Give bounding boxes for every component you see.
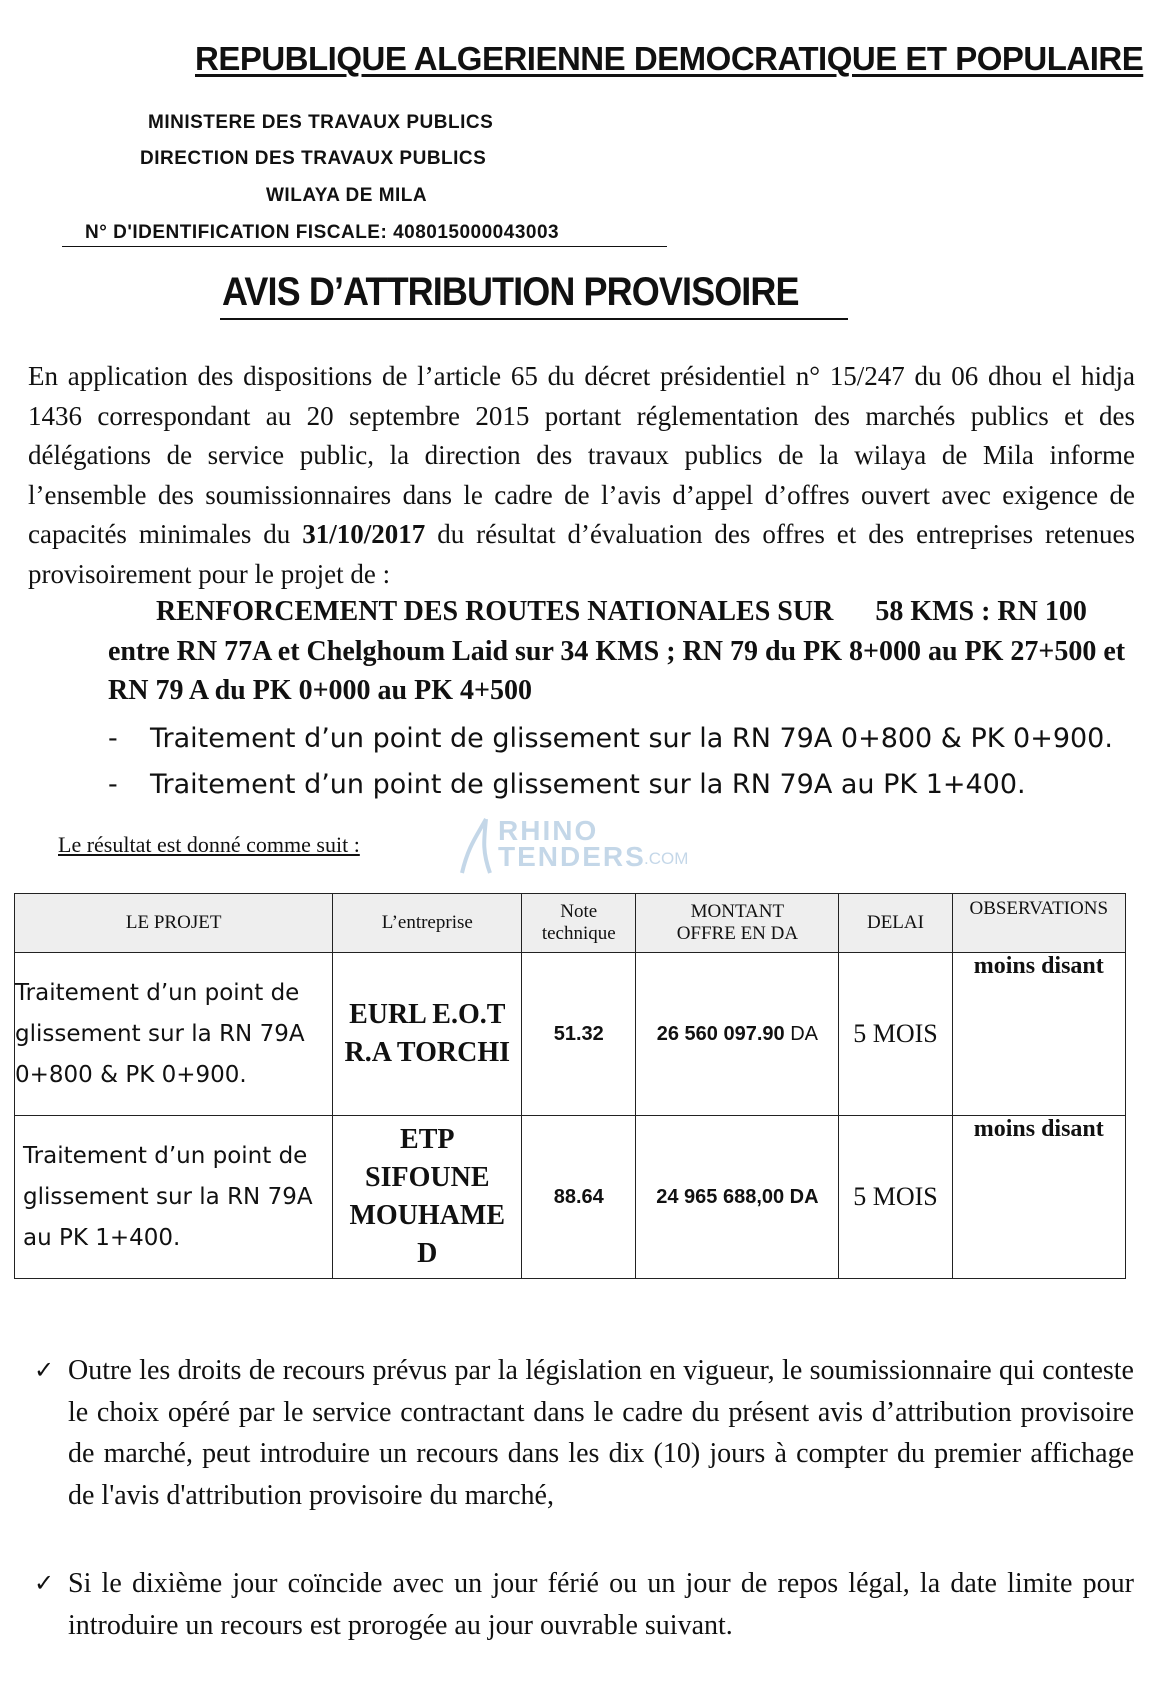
entreprise-line: EURL E.O.T: [349, 999, 506, 1030]
header-note-l1: Note: [560, 901, 598, 922]
table-row: [15, 953, 1126, 1116]
title-underline: [220, 318, 848, 320]
nif-underline: [62, 246, 667, 247]
header-projet: LE PROJET: [15, 894, 333, 953]
cell-entreprise: [333, 953, 522, 1116]
cell-montant: [636, 953, 839, 1116]
dash-bullet: -: [108, 769, 118, 800]
lot-item: [108, 762, 1138, 808]
header-montant: [636, 894, 839, 953]
entreprise-line: R.A TORCHI: [344, 1037, 510, 1068]
note-item: [34, 1563, 1134, 1646]
note-text: Si le dixième jour coïncide avec un jour férié ou un jour de repos légal, la date limite pour introduire un recours est prorogée au jour ouvrable suivant.: [68, 1568, 1134, 1641]
wilaya-line: WILAYA DE MILA: [266, 185, 428, 206]
checkmark-icon: ✓: [34, 1356, 55, 1384]
header-note-l2: technique: [541, 923, 616, 944]
entreprise-line: D: [417, 1238, 438, 1269]
cell-note: 88.64: [522, 1116, 636, 1279]
lot-item: [108, 716, 1138, 762]
cell-observation: moins disant: [952, 1116, 1126, 1279]
entreprise-line: MOUHAME: [349, 1200, 506, 1231]
lot-item-text: Traitement d’un point de glissement sur la RN 79A 0+800 & PK 0+900.: [150, 723, 1113, 754]
header-delai: DELAI: [839, 894, 952, 953]
republic-heading: REPUBLIQUE ALGERIENNE DEMOCRATIQUE ET POPULAIRE: [195, 40, 1144, 77]
cell-delai: 5 MOIS: [839, 1116, 952, 1279]
dash-bullet: -: [108, 723, 118, 754]
table-header-row: [15, 894, 1126, 953]
project-line-3: RN 79 A du PK 0+000 au PK 4+500: [108, 675, 532, 707]
direction-line: DIRECTION DES TRAVAUX PUBLICS: [140, 148, 487, 169]
header-observations: OBSERVATIONS: [952, 894, 1126, 953]
cell-montant: 24 965 688,00 DA: [636, 1116, 839, 1279]
cell-projet: Traitement d’un point de glissement sur la RN 79A au PK 1+400.: [15, 1116, 333, 1279]
watermark-suffix: .COM: [644, 849, 689, 868]
nif-line: N° D'IDENTIFICATION FISCALE: 408015000043003: [85, 222, 560, 243]
lot-list: [108, 716, 1138, 808]
entreprise-line: SIFOUNE: [365, 1162, 490, 1193]
project-title: [108, 592, 1138, 711]
project-line-1: RENFORCEMENT DES ROUTES NATIONALES SUR 58 KMS : RN 100: [156, 596, 1087, 627]
cell-delai: 5 MOIS: [839, 953, 952, 1116]
lot-item-text: Traitement d’un point de glissement sur la RN 79A au PK 1+400.: [150, 769, 1026, 800]
result-label: Le résultat est donné comme suit :: [58, 832, 360, 857]
intro-text-b: du résultat d’évaluation des offres et des entreprises retenues provisoirement pour le projet de :: [28, 519, 1135, 589]
entreprise-line: ETP: [400, 1124, 455, 1155]
header-montant-l2: OFFRE EN DA: [676, 923, 799, 944]
cell-observation: moins disant: [952, 953, 1126, 1116]
note-text: Outre les droits de recours prévus par la législation en vigueur, le soumissionnaire qui conteste le choix opéré par le service contractant dans le cadre du présent avis d’attribution provisoire de marché, peut introduire un recours dans les dix (10) jours à compter du premier affichage de l'avis d'attribution provisoire du marché,: [68, 1355, 1134, 1511]
header-entreprise: L’entreprise: [333, 894, 522, 953]
ministry-line: MINISTERE DES TRAVAUX PUBLICS: [148, 112, 494, 133]
note-item: [34, 1350, 1134, 1516]
header-note: [522, 894, 636, 953]
table-row: [15, 1116, 1126, 1279]
results-table: [14, 893, 1126, 1279]
project-line-2: entre RN 77A et Chelghoum Laid sur 34 KMS ; RN 79 du PK 8+000 au PK 27+500 et: [108, 635, 1126, 667]
montant-value: 26 560 097.90: [656, 1022, 785, 1045]
rhino-logo-icon: [456, 817, 496, 877]
header-montant-l1: MONTANT: [690, 901, 785, 922]
intro-paragraph: [28, 357, 1135, 595]
watermark-line-1: RHINO: [498, 815, 599, 846]
montant-unit: DA: [790, 1022, 819, 1045]
cell-projet: Traitement d’un point de glissement sur la RN 79A 0+800 & PK 0+900.: [15, 953, 333, 1116]
intro-date: 31/10/2017: [302, 519, 426, 550]
intro-text-a: En application des dispositions de l’article 65 du décret présidentiel n° 15/247 du 06 dhou el hidja 1436 correspondant au 20 septembre 2015 portant réglementation des marchés publics et des délégations de service public, la direction des travaux publics de la wilaya de Mila informe l’ensemble des soumissionnaires dans le cadre de l’avis d’appel d’offres ouvert avec exigence de capacités minimales du: [28, 361, 1135, 550]
cell-note: 51.32: [522, 953, 636, 1116]
checkmark-icon: ✓: [34, 1569, 55, 1597]
notice-title: AVIS D’ATTRIBUTION PROVISOIRE: [222, 270, 799, 314]
cell-entreprise: [333, 1116, 522, 1279]
watermark-line-2: TENDERS: [498, 841, 646, 872]
